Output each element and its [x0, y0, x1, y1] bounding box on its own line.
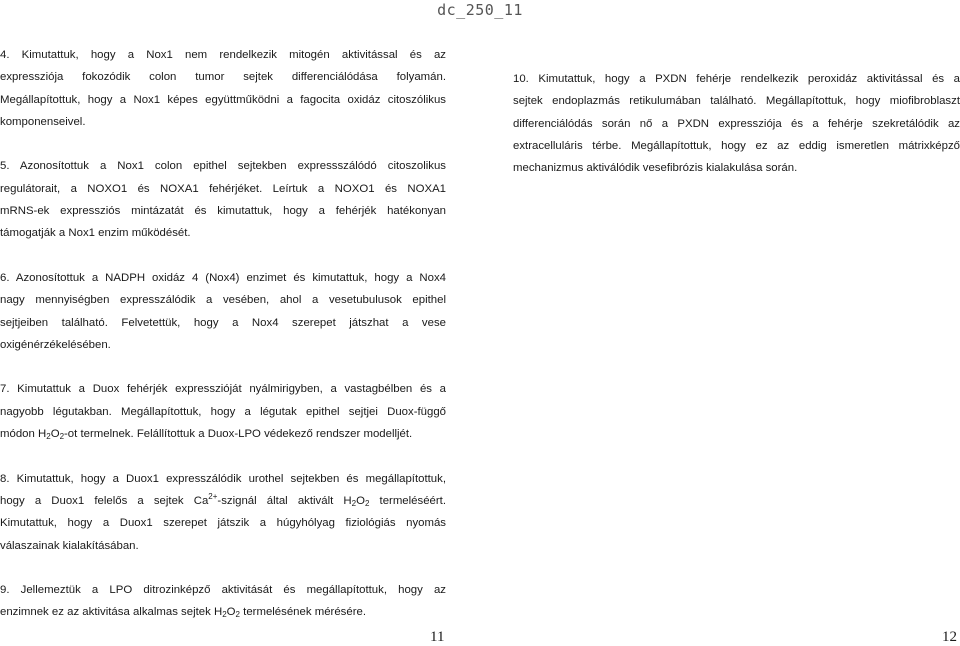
- text-line: mechanizmus aktiválódik vesefibrózis kialakulása során.: [513, 162, 798, 175]
- paragraph: [0, 579, 446, 624]
- text-line: Kimutattuk, hogy a Duox1 szerepet játszik a húgyhólyag fiziológiás nyomás: [0, 517, 446, 530]
- text-segment: módon H: [0, 428, 47, 441]
- text-line: 4. Kimutattuk, hogy a Nox1 nem rendelkezik mitogén aktivitással és az: [0, 49, 446, 61]
- text-line: támogatják a Nox1 enzim működését.: [0, 227, 191, 240]
- text-line: oxigénérzékelésében.: [0, 338, 111, 351]
- paragraph: [0, 378, 446, 445]
- superscript: 2+: [208, 491, 218, 501]
- text-segment: termeléséért.: [369, 494, 446, 507]
- text-line: extracelluláris térbe. Megállapítottuk, hogy ez az eddig ismeretlen mátrixképző: [513, 139, 960, 152]
- text-line: 10. Kimutattuk, hogy a PXDN fehérje rendelkezik peroxidáz aktivitással és a: [513, 73, 960, 85]
- text-segment: hogy a Duox1 felelős a sejtek Ca: [0, 494, 209, 507]
- text-line: expressziója fokozódik colon tumor sejtek differenciálódása folyamán.: [0, 71, 446, 84]
- text-segment: termelésének mérésére.: [240, 606, 366, 619]
- paragraph: [0, 468, 446, 557]
- text-line: 9. Jellemeztük a LPO ditrozinképző aktivitását és megállapítottuk, hogy az: [0, 584, 446, 597]
- subscript: 2: [364, 498, 370, 508]
- subscript: 2: [235, 610, 240, 620]
- text-line: [0, 601, 446, 623]
- text-line: nagyobb légutakban. Megállapítottuk, hogy a légutak epithel sejtjei Duox-függő: [0, 405, 446, 418]
- paragraph: [0, 44, 446, 133]
- paragraph: [0, 155, 446, 244]
- text-line: sejtjeiben található. Felvetettük, hogy a Nox4 szerepet játszhat a vese: [0, 316, 446, 329]
- subscript: 2: [222, 610, 227, 620]
- text-line: regulátorait, a NOXO1 és NOXA1 fehérjéket. Leírtuk a NOXO1 és NOXA1: [0, 182, 446, 195]
- text-line: [0, 423, 446, 445]
- text-line: 6. Azonosítottuk a NADPH oxidáz 4 (Nox4) enzimet és kimutattuk, hogy a Nox4: [0, 271, 446, 284]
- subscript: 2: [46, 432, 51, 442]
- text-segment: -szignál által aktivált H: [217, 494, 352, 507]
- paragraph: [513, 68, 960, 179]
- left-column: [0, 44, 446, 624]
- text-segment: enzimnek ez az aktivitása alkalmas sejtek H: [0, 606, 223, 619]
- text-line: 8. Kimutattuk, hogy a Duox1 expresszálódik urothel sejtekben és megállapítottuk,: [0, 472, 446, 485]
- text-line: differenciálódás során nő a PXDN expressziója és a fehérje szekretálódik az: [513, 117, 960, 130]
- text-line: válaszainak kialakításában.: [0, 539, 139, 552]
- text-line: 5. Azonosítottuk a Nox1 colon epithel sejtekben expressszálódó citoszolikus: [0, 160, 446, 173]
- text-line: 7. Kimutattuk a Duox fehérjék expresszióját nyálmirigyben, a vastagbélben és a: [0, 383, 446, 396]
- page-number-left: 11: [430, 629, 445, 645]
- text-line: nagy mennyiségben expresszálódik a vesében, ahol a vesetubulusok epithel: [0, 294, 446, 307]
- page-number-right: 12: [942, 629, 957, 645]
- text-segment: O: [50, 428, 60, 441]
- paragraph: [0, 267, 446, 356]
- text-segment: O: [226, 606, 236, 619]
- text-line: [0, 490, 446, 512]
- right-column: [513, 68, 960, 179]
- text-line: komponenseivel.: [0, 115, 86, 128]
- text-line: sejtek endoplazmás retikulumában található. Megállapítottuk, hogy miofibroblaszt: [513, 95, 960, 108]
- text-line: mRNS-ek expressziós mintázatát és kimutattuk, hogy a fehérjék hatékonyan: [0, 205, 446, 218]
- subscript: 2: [351, 498, 357, 508]
- subscript: 2: [59, 432, 65, 442]
- text-line: Megállapítottuk, hogy a Nox1 képes együttműködni a fagocita oxidáz citoszólikus: [0, 93, 446, 106]
- text-segment: O: [356, 494, 365, 507]
- text-segment: -ot termelnek. Felállítottuk a Duox-LPO védekező rendszer modelljét.: [64, 428, 413, 441]
- document-header: dc_250_11: [437, 1, 523, 19]
